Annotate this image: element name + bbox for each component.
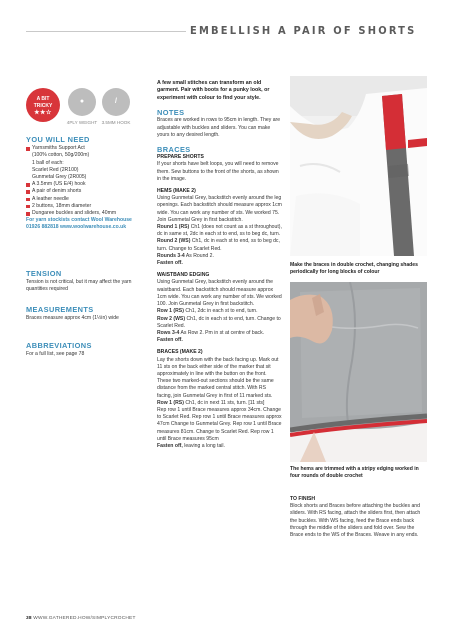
fasten-label: Fasten off, [157, 442, 183, 449]
notes-text: Braces are worked in rows to 95cm in length. They are adjustable with buckles and sliders. You can make yours to any desired length. [157, 117, 281, 138]
list-item: Scarlet Red (2R100) [32, 166, 79, 173]
page-title: EMBELLISH A PAIR OF SHORTS [190, 24, 417, 37]
badge-line1: A BIT [36, 96, 50, 102]
braces-photo [290, 76, 427, 256]
row-text: As Row 2. Pm in st at centre of back. [180, 329, 265, 336]
make-braces-text: Lay the shorts down with the back facing up. Mark out 11 sts on the back either side of the marker that sit approximately in line with the button on the front. These two marked-out sections should be the same distance from the marked central stitch. With RS facing, join Gunmetal Grey in first of 11 marked sts. [157, 356, 279, 399]
tension-heading: TENSION [26, 269, 62, 278]
finish-section [290, 496, 427, 539]
row-label: Row 2 (WS) [157, 315, 186, 322]
list-item: Dungaree buckles and sliders, 40mm [26, 210, 138, 217]
footer [26, 616, 136, 621]
make-fasten-off [157, 443, 282, 450]
list-item: Yarnsmiths Support Act [26, 145, 138, 152]
list-item: 2 buttons, 18mm diameter [26, 203, 138, 210]
waist-fasten-off: Fasten off. [157, 337, 183, 344]
list-item: A leather needle [26, 196, 138, 203]
hem-photo [290, 282, 427, 462]
make-rest-text: Rep row 1 until Brace measures approx 34cm. Change to Scarlet Red. Rep row 1 until Brace measures approx 47cm Change to Gunmetal Grey. Rep row 1 until Brace measures 81cm. Change to Scarlet Red. Rep row 1 until Brace measures 95cm [157, 406, 282, 442]
tension-text: Tension is not critical, but it may affect the yarn quantities required [26, 279, 132, 293]
abbreviations-section [26, 342, 138, 358]
top-photo-caption: Make the braces in double crochet, changing shades periodically for long blocks of colour [290, 262, 418, 275]
round-text: Ch1, dc in each st to end, ss to beg dc, turn. Change to Scarlet Red. [157, 238, 280, 252]
round-text: As Round 2. [185, 252, 214, 259]
list-item: (100% cotton, 50g/200m) [32, 152, 90, 159]
waist-title: WAISTBAND EDGING [157, 272, 210, 279]
tension-section [26, 270, 138, 294]
measurements-text: Braces measure approx 4cm (1½in) wide [26, 315, 119, 322]
braces-heading: BRACES [157, 145, 191, 155]
row-text: Ch1, 2dc in each st to end, turn. [185, 308, 258, 315]
notes-heading: NOTES [157, 108, 185, 118]
intro-text: A few small stitches can transform an old garment. Pair with boots for a punky look, or experiment with colour to find your style. [157, 80, 270, 101]
list-item: A pair of denim shorts [26, 188, 138, 195]
list-item: A 3.5mm (US E/4) hook [26, 181, 138, 188]
hems-text: Using Gunmetal Grey, backstitch evenly around the leg openings. Each backstitch should measure approx 1cm wide. You can work any number of sts. We worked 75. Join Gunmetal Grey in first backstitch. [157, 195, 282, 223]
braces-photo-illustration [290, 76, 427, 256]
prepare-title: PREPARE SHORTS [157, 154, 204, 161]
hook-label: 3.5MM HOOK [101, 120, 131, 125]
row-label: Row 1 (RS) [157, 399, 184, 406]
page-number: 38 [26, 616, 32, 621]
make-braces-title: BRACES (MAKE 2) [157, 349, 203, 356]
measurements-section [26, 306, 138, 322]
star-icon: ★★☆ [34, 110, 52, 116]
stockists-info: For yarn stockists contact Wool Warehouse 01926 882818 www.woolwarehouse.co.uk [26, 217, 132, 231]
row-label: Row 1 (RS) [157, 308, 184, 315]
pattern-column [157, 80, 282, 450]
list-item: Gunmetal Grey (2R005) [32, 174, 87, 181]
row-text: Ch1, dc in next 11 sts, turn. [11 sts] [185, 399, 265, 406]
you-will-need-heading: YOU WILL NEED [26, 135, 90, 144]
finish-text: Block shorts and Braces before attaching the buckles and sliders. With RS facing, attach the sliders first, then attach the buckles. With WS facing, feed the Brace ends back through the middle of the sliders and fold over. Sew the Brace ends to the WS of the Braces. Weave in any ends. [290, 503, 421, 539]
row-text: Ch1, dc in each st to end, turn. Change to Scarlet Red. [157, 315, 281, 329]
hems-round-2 [157, 238, 282, 252]
round-label: Rounds 3-4 [157, 252, 185, 259]
abbreviations-heading: ABBREVIATIONS [26, 341, 92, 350]
you-will-need-section [26, 136, 138, 232]
yarn-ball-icon: ● [68, 88, 96, 116]
hems-title: HEMS (MAKE 2) [157, 188, 196, 195]
prepare-text: If your shorts have belt loops, you will need to remove them. Sew buttons to the front of the shorts, as shown in the image. [157, 161, 279, 182]
fasten-text: leaving a long tail. [184, 442, 225, 449]
hems-round-3-4 [157, 253, 282, 260]
measurements-heading: MEASUREMENTS [26, 305, 94, 314]
weight-label: 4PLY WEIGHT [66, 120, 98, 125]
footer-url: WWW.GATHERED.HOW/SIMPLYCROCHET [33, 616, 136, 621]
finish-heading: TO FINISH [290, 496, 316, 502]
waist-text: Using Gunmetal Grey, backstitch evenly around the waistband. Each backstitch should measure approx 1cm wide. You can work any number of sts. We worked 100. Join Gunmetal Grey in first backstitch. [157, 279, 282, 308]
waist-row-3-4 [157, 330, 282, 337]
hem-photo-illustration [290, 282, 427, 462]
abbreviations-text: For a full list, see page 78 [26, 351, 85, 358]
round-text: Ch1 (does not count as a st throughout), dc in same st, 2dc in each st to end, ss to beg dc, turn. [157, 224, 282, 238]
list-item: 1 ball of each: [32, 159, 64, 166]
hook-icon: / [102, 88, 130, 116]
hems-fasten-off: Fasten off. [157, 260, 183, 267]
row-label: Rows 3-4 [157, 329, 180, 336]
waist-row-2 [157, 316, 282, 330]
round-label: Round 2 (WS) [157, 238, 191, 245]
make-row-1 [157, 400, 282, 407]
difficulty-badge [26, 88, 60, 122]
bottom-photo-caption: The hems are trimmed with a stripy edging worked in four rounds of double crochet [290, 466, 419, 479]
badge-line2: TRICKY [33, 103, 53, 109]
round-label: Round 1 (RS) [157, 224, 190, 231]
hems-round-1 [157, 224, 282, 238]
waist-row-1 [157, 308, 282, 315]
header-rule-left [26, 31, 186, 32]
